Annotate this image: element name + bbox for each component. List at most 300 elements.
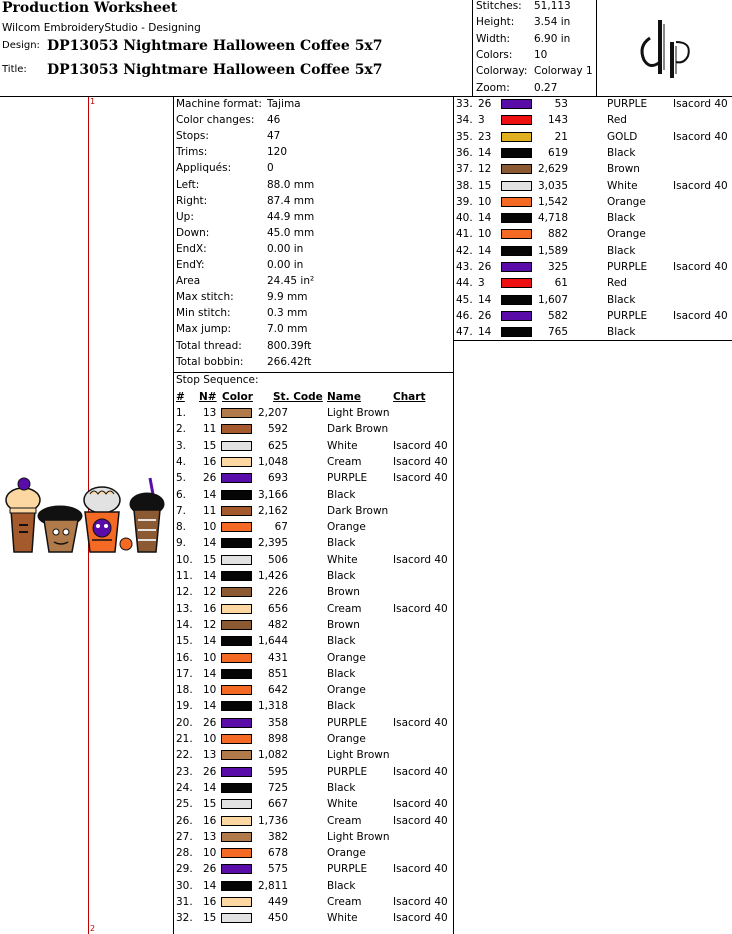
ruler-mark-top: 1	[90, 97, 96, 106]
color-name: White	[327, 912, 358, 925]
stitch-count: 450	[267, 912, 288, 925]
table-row	[176, 682, 452, 698]
stop-number: 47.	[456, 326, 473, 339]
stitch-count: 667	[267, 798, 288, 811]
color-name: Cream	[327, 602, 362, 615]
stitch-count: 61	[554, 277, 568, 290]
table-row	[456, 145, 732, 161]
table-row	[176, 666, 452, 682]
stitch-count: 592	[267, 423, 288, 436]
table-row	[176, 438, 452, 454]
stop-number: 16.	[176, 651, 193, 664]
color-name: PURPLE	[607, 98, 648, 110]
stitch-count: 656	[267, 602, 288, 615]
color-swatch	[501, 213, 532, 223]
stitch-count: 575	[267, 863, 288, 876]
thread-chart: Isacord 40	[393, 439, 448, 452]
color-name: White	[607, 179, 638, 192]
color-swatch	[501, 278, 532, 288]
color-swatch	[221, 587, 252, 597]
table-row	[176, 650, 452, 666]
table-row	[176, 731, 452, 747]
thread-chart: Isacord 40	[673, 98, 728, 110]
needle-number: 10	[203, 521, 217, 534]
stop-number: 21.	[176, 733, 193, 745]
color-swatch	[221, 441, 252, 451]
stitch-count: 595	[267, 765, 288, 778]
title-name: DP13053 Nightmare Halloween Coffee 5x7	[47, 62, 383, 78]
thread-chart: Isacord 40	[673, 261, 728, 273]
stop-number: 10.	[176, 553, 193, 566]
table-row	[456, 226, 732, 242]
color-name: PURPLE	[327, 765, 368, 778]
table-row	[176, 601, 452, 617]
color-swatch	[221, 636, 252, 646]
stop-number: 6.	[176, 488, 187, 501]
color-swatch	[221, 897, 252, 907]
worksheet-title: Production Worksheet	[2, 0, 178, 16]
needle-number: 15	[203, 553, 217, 566]
stat-value: 10	[534, 48, 548, 61]
stitch-count: 358	[267, 716, 288, 729]
color-name: Orange	[327, 684, 366, 697]
stitch-count: 1,048	[257, 455, 288, 468]
table-row	[456, 112, 732, 128]
needle-number: 26	[478, 309, 492, 322]
needle-number: 13	[203, 407, 217, 419]
thread-chart: Isacord 40	[393, 472, 448, 485]
stitch-count: 1,542	[537, 195, 568, 208]
needle-number: 3	[478, 114, 485, 127]
table-row	[176, 503, 452, 519]
table-row	[176, 878, 452, 894]
table-row	[456, 292, 732, 308]
color-name: Orange	[327, 733, 366, 745]
thread-chart: Isacord 40	[393, 553, 448, 566]
stats-left-border	[472, 0, 473, 97]
col-num: #	[176, 391, 185, 403]
software-name: Wilcom EmbroideryStudio - Designing	[2, 22, 201, 34]
design-name: DP13053 Nightmare Halloween Coffee 5x7	[47, 38, 383, 54]
needle-number: 12	[203, 618, 217, 631]
stop-number: 38.	[456, 179, 473, 192]
color-name: Red	[607, 114, 627, 127]
info-value: 24.45 in²	[267, 275, 315, 288]
stitch-count: 325	[547, 261, 568, 273]
col-color: Color	[222, 391, 253, 403]
stitch-count: 882	[547, 228, 568, 241]
info-label: Min stitch:	[176, 307, 231, 320]
thread-chart: Isacord 40	[393, 455, 448, 468]
table-row	[176, 568, 452, 584]
needle-number: 13	[203, 830, 217, 843]
color-name: Black	[327, 667, 356, 680]
color-swatch	[501, 311, 532, 321]
color-name: Orange	[327, 651, 366, 664]
stitch-count: 4,718	[537, 212, 568, 225]
info-label: Appliqués:	[176, 162, 232, 175]
stats-right-border	[596, 0, 597, 97]
color-swatch	[501, 99, 532, 109]
table-row	[456, 243, 732, 259]
stop-number: 13.	[176, 602, 193, 615]
ruler-mark-bottom: 2	[90, 924, 96, 933]
table-row	[176, 715, 452, 731]
table-row	[176, 519, 452, 535]
info-value: 44.9 mm	[267, 210, 315, 223]
table-row	[176, 780, 452, 796]
color-name: Light Brown	[327, 407, 390, 419]
stop-number: 3.	[176, 439, 187, 452]
table-row	[176, 764, 452, 780]
needle-number: 11	[203, 423, 217, 436]
table-row	[176, 421, 452, 437]
info-label: Max stitch:	[176, 291, 234, 304]
stitch-count: 725	[267, 781, 288, 794]
color-swatch	[221, 669, 252, 679]
color-swatch	[221, 538, 252, 548]
stitch-count: 382	[267, 830, 288, 843]
info-label: Down:	[176, 226, 210, 239]
color-swatch	[501, 229, 532, 239]
info-label: EndY:	[176, 259, 205, 271]
stitch-count: 226	[267, 586, 288, 599]
color-swatch	[221, 913, 252, 923]
stitch-count: 3,035	[537, 179, 568, 192]
needle-number: 10	[203, 684, 217, 697]
color-name: Black	[327, 879, 356, 892]
needle-number: 14	[478, 326, 492, 339]
stitch-count: 1,318	[257, 700, 288, 713]
stop-number: 30.	[176, 879, 193, 892]
color-swatch	[221, 571, 252, 581]
stitch-count: 1,589	[537, 244, 568, 257]
table-row	[176, 698, 452, 714]
stitch-count: 2,207	[257, 407, 288, 419]
needle-number: 14	[478, 146, 492, 159]
needle-number: 14	[203, 570, 217, 582]
color-name: Black	[607, 212, 636, 225]
col-chart: Chart	[393, 391, 426, 403]
needle-number: 15	[203, 798, 217, 811]
needle-number: 13	[203, 749, 217, 762]
stop-number: 15.	[176, 635, 193, 648]
info-label: Right:	[176, 194, 208, 207]
needle-number: 14	[478, 293, 492, 306]
col-n: N#	[199, 391, 217, 403]
stop-number: 5.	[176, 472, 187, 485]
color-name: Cream	[327, 814, 362, 827]
table-row	[176, 861, 452, 877]
color-name: Black	[327, 570, 356, 582]
color-swatch	[221, 473, 252, 483]
color-swatch	[221, 490, 252, 500]
stitch-count: 506	[267, 553, 288, 566]
color-swatch	[501, 164, 532, 174]
stitch-count: 431	[267, 651, 288, 664]
stitch-count: 678	[267, 847, 288, 860]
color-swatch	[501, 246, 532, 256]
stop-number: 32.	[176, 912, 193, 925]
needle-number: 26	[203, 716, 217, 729]
stat-label: Colorway:	[476, 65, 528, 78]
thread-chart: Isacord 40	[673, 130, 728, 143]
right-table-bottom-border	[453, 340, 732, 341]
table-row	[456, 259, 732, 275]
table-row	[456, 324, 732, 340]
color-swatch	[221, 506, 252, 516]
color-swatch	[221, 457, 252, 467]
needle-number: 15	[478, 179, 492, 192]
stop-number: 34.	[456, 114, 473, 127]
color-name: Orange	[607, 195, 646, 208]
needle-number: 23	[478, 130, 492, 143]
stitch-count: 53	[554, 98, 568, 110]
info-value: 0.3 mm	[267, 307, 308, 320]
color-swatch	[221, 832, 252, 842]
info-label: Total bobbin:	[176, 355, 244, 368]
info-value: Tajima	[267, 98, 301, 110]
color-swatch	[501, 115, 532, 125]
table-row	[176, 535, 452, 551]
info-label: Left:	[176, 178, 200, 191]
needle-number: 16	[203, 896, 217, 908]
stitch-count: 143	[547, 114, 568, 127]
stop-number: 45.	[456, 293, 473, 306]
info-value: 87.4 mm	[267, 194, 315, 207]
needle-number: 10	[478, 228, 492, 241]
table-row	[176, 829, 452, 845]
stitch-count: 1,644	[257, 635, 288, 648]
color-name: Brown	[607, 163, 640, 176]
table-row	[176, 470, 452, 486]
info-label: Total thread:	[176, 339, 242, 352]
table-row	[176, 633, 452, 649]
info-value: 0.00 in	[267, 259, 304, 271]
needle-number: 14	[203, 781, 217, 794]
stop-number: 44.	[456, 277, 473, 290]
color-name: Light Brown	[327, 749, 390, 762]
color-name: GOLD	[607, 130, 638, 143]
color-name: Dark Brown	[327, 423, 389, 436]
table-row	[456, 275, 732, 291]
table-row	[456, 194, 732, 210]
color-name: Cream	[327, 896, 362, 908]
needle-number: 16	[203, 814, 217, 827]
stop-number: 7.	[176, 504, 187, 517]
color-swatch	[221, 734, 252, 744]
needle-number: 12	[203, 586, 217, 599]
design-preview-image	[2, 470, 172, 560]
stat-label: Height:	[476, 16, 515, 29]
table-row	[176, 487, 452, 503]
needle-number: 16	[203, 602, 217, 615]
color-swatch	[221, 408, 252, 418]
table-row	[176, 894, 452, 910]
color-name: Brown	[327, 618, 360, 631]
needle-number: 14	[203, 700, 217, 713]
stop-number: 11.	[176, 570, 193, 582]
needle-number: 26	[478, 98, 492, 110]
color-name: Black	[607, 326, 636, 339]
stop-number: 43.	[456, 261, 473, 273]
stitch-count: 21	[554, 130, 568, 143]
table-row	[176, 845, 452, 861]
color-swatch	[501, 295, 532, 305]
info-label: Up:	[176, 210, 194, 223]
needle-number: 10	[203, 733, 217, 745]
color-name: Orange	[327, 521, 366, 534]
color-name: PURPLE	[327, 472, 368, 485]
stop-number: 31.	[176, 896, 193, 908]
stat-label: Stitches:	[476, 0, 522, 12]
info-value: 120	[267, 146, 288, 159]
color-name: Black	[607, 293, 636, 306]
info-value: 88.0 mm	[267, 178, 315, 191]
info-value: 45.0 mm	[267, 226, 315, 239]
design-label: Design:	[2, 40, 40, 51]
info-divider	[173, 372, 454, 373]
needle-number: 14	[203, 879, 217, 892]
color-swatch	[221, 816, 252, 826]
stop-number: 4.	[176, 455, 187, 468]
color-name: Brown	[327, 586, 360, 599]
color-name: Dark Brown	[327, 504, 389, 517]
stitch-count: 693	[267, 472, 288, 485]
table-row	[176, 910, 452, 926]
stat-value: 0.27	[534, 81, 558, 94]
stitch-count: 1,736	[257, 814, 288, 827]
color-swatch	[221, 424, 252, 434]
table-row	[456, 161, 732, 177]
stitch-count: 482	[267, 618, 288, 631]
color-name: PURPLE	[607, 261, 648, 273]
needle-number: 10	[478, 195, 492, 208]
needle-number: 14	[203, 488, 217, 501]
stat-label: Colors:	[476, 48, 513, 61]
info-label: Max jump:	[176, 323, 232, 336]
needle-number: 14	[203, 537, 217, 550]
middle-right-border	[453, 97, 454, 934]
stitch-count: 67	[274, 521, 288, 534]
info-label: Stops:	[176, 130, 209, 143]
table-row	[176, 552, 452, 568]
table-header	[0, 389, 453, 405]
needle-number: 26	[478, 261, 492, 273]
color-name: Black	[607, 244, 636, 257]
needle-number: 15	[203, 439, 217, 452]
stop-number: 26.	[176, 814, 193, 827]
stop-number: 19.	[176, 700, 193, 713]
info-label: Color changes:	[176, 114, 255, 127]
needle-number: 26	[203, 765, 217, 778]
color-name: Black	[607, 146, 636, 159]
stitch-count: 1,082	[257, 749, 288, 762]
color-swatch	[501, 262, 532, 272]
stitch-count: 449	[267, 896, 288, 908]
needle-number: 26	[203, 863, 217, 876]
color-name: Light Brown	[327, 830, 390, 843]
color-swatch	[501, 197, 532, 207]
table-row	[176, 813, 452, 829]
stop-number: 20.	[176, 716, 193, 729]
table-row	[456, 308, 732, 324]
thread-chart: Isacord 40	[673, 179, 728, 192]
stitch-count: 2,162	[257, 504, 288, 517]
stop-number: 18.	[176, 684, 193, 697]
stitch-count: 2,811	[257, 879, 288, 892]
table-row	[456, 178, 732, 194]
stat-value: 3.54 in	[534, 16, 571, 29]
color-name: PURPLE	[327, 716, 368, 729]
stitch-count: 3,166	[257, 488, 288, 501]
needle-number: 11	[203, 504, 217, 517]
table-row	[176, 405, 452, 421]
info-value: 47	[267, 130, 281, 143]
info-value: 0	[267, 162, 274, 175]
table-row	[456, 129, 732, 145]
thread-chart: Isacord 40	[393, 765, 448, 778]
needle-number: 16	[203, 455, 217, 468]
stop-number: 8.	[176, 521, 187, 534]
color-name: Black	[327, 537, 356, 550]
stop-number: 33.	[456, 98, 473, 110]
color-name: Cream	[327, 455, 362, 468]
color-swatch	[501, 132, 532, 142]
stop-number: 22.	[176, 749, 193, 762]
table-row	[176, 617, 452, 633]
stop-number: 29.	[176, 863, 193, 876]
color-swatch	[221, 767, 252, 777]
stitch-count: 765	[547, 326, 568, 339]
color-name: White	[327, 798, 358, 811]
color-name: PURPLE	[327, 863, 368, 876]
color-swatch	[221, 750, 252, 760]
color-swatch	[501, 327, 532, 337]
table-row	[456, 96, 732, 112]
stitch-count: 642	[267, 684, 288, 697]
info-value: 800.39ft	[267, 339, 312, 352]
table-row	[176, 584, 452, 600]
stitch-count: 898	[267, 733, 288, 745]
stat-value: Colorway 1	[534, 65, 593, 78]
thread-chart: Isacord 40	[673, 309, 728, 322]
color-swatch	[501, 181, 532, 191]
color-name: Black	[327, 488, 356, 501]
stitch-count: 851	[267, 667, 288, 680]
stop-number: 1.	[176, 407, 187, 419]
stop-number: 9.	[176, 537, 187, 550]
needle-number: 26	[203, 472, 217, 485]
color-swatch	[221, 685, 252, 695]
info-label: Trims:	[176, 146, 208, 159]
needle-number: 3	[478, 277, 485, 290]
stitch-count: 2,395	[257, 537, 288, 550]
stat-value: 6.90 in	[534, 32, 571, 45]
info-value: 266.42ft	[267, 355, 312, 368]
color-name: Black	[327, 635, 356, 648]
table-row	[176, 796, 452, 812]
color-swatch	[221, 783, 252, 793]
color-swatch	[221, 604, 252, 614]
thread-chart: Isacord 40	[393, 896, 448, 908]
color-swatch	[221, 620, 252, 630]
stop-number: 12.	[176, 586, 193, 599]
thread-chart: Isacord 40	[393, 814, 448, 827]
stat-label: Width:	[476, 32, 511, 45]
stop-number: 36.	[456, 146, 473, 159]
needle-number: 12	[478, 163, 492, 176]
